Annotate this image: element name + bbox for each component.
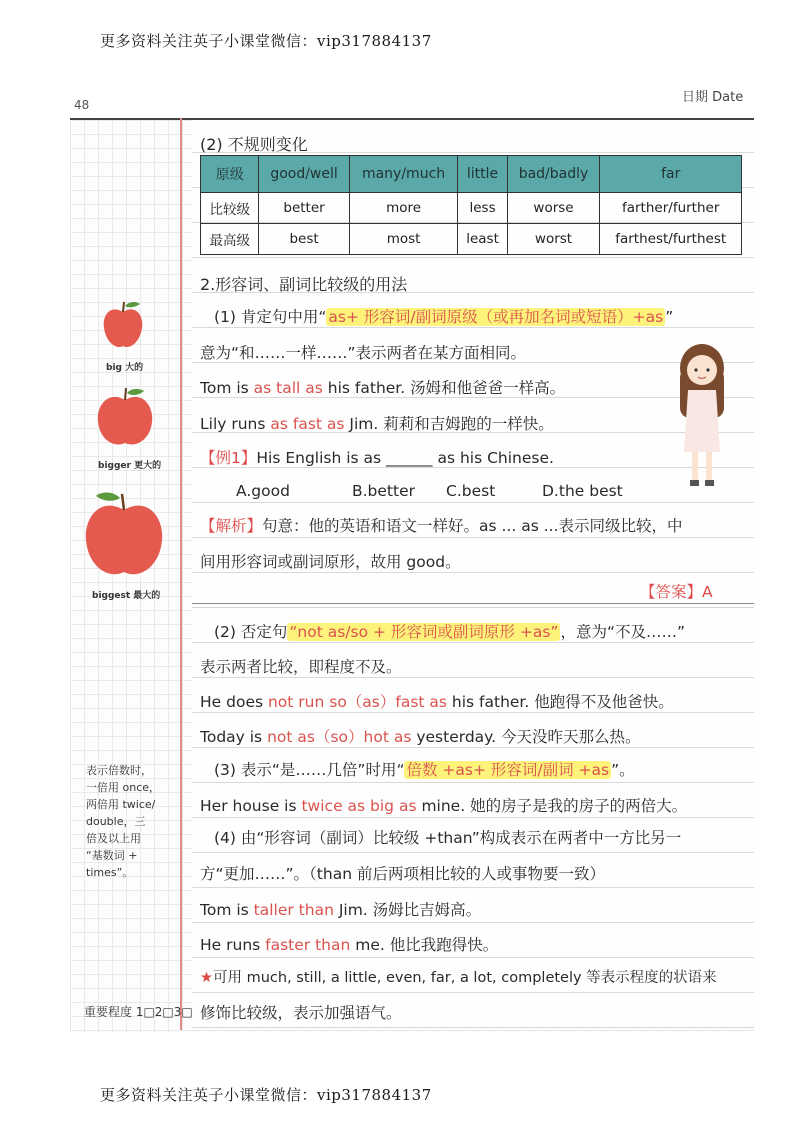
sentence-part: his father. 汤姆和他爸爸一样高。 <box>322 379 566 397</box>
table-cell: best <box>259 224 349 255</box>
rule-1-suffix: ” <box>665 308 674 326</box>
note-line: 倍及以上用 <box>86 832 141 845</box>
table-cell: worse <box>507 193 600 224</box>
example-sentence-1 <box>200 376 565 398</box>
note-line: 一倍用 once， <box>86 781 161 794</box>
table-header-row <box>201 156 742 193</box>
apple-label-biggest: biggest 最大的 <box>92 591 161 601</box>
rule-3-formula: 倍数 +as+ 形容词/副词 +as <box>406 761 610 779</box>
sentence-keyword: as fast as <box>270 415 345 433</box>
sentence-keyword: not as（so）hot as <box>267 728 412 746</box>
example-question-text: His English is as ______ as his Chinese. <box>256 449 554 467</box>
table-cell: worst <box>507 224 600 255</box>
analysis-line-1 <box>200 514 683 536</box>
importance-rating: 重要程度 1□2□3□ <box>84 1005 193 1019</box>
sentence-part: Jim. 莉莉和吉姆跑的一样快。 <box>344 415 554 433</box>
example-sentence-2 <box>200 412 554 434</box>
option-d: D.the best <box>542 482 623 500</box>
example-sentence-6 <box>200 898 481 920</box>
note-line: “基数词 + <box>86 849 138 862</box>
table-cell: farther/further <box>600 193 742 224</box>
rule-3-suffix: ”。 <box>611 761 635 779</box>
table-cell: 最高级 <box>201 224 259 255</box>
table-cell: better <box>259 193 349 224</box>
rule-1-meaning: 意为“和……一样……”表示两者在某方面相同。 <box>200 344 527 362</box>
rule-4-line-1: (4) 由“形容词（副词）比较级 +than”构成表示在两者中一方比另一 <box>214 829 682 847</box>
note-line: 两倍用 twice/ <box>86 798 156 811</box>
sentence-part: me. 他比我跑得快。 <box>350 936 499 954</box>
rule-1-formula: as+ 形容词/副词原级（或再加名词或短语）+as <box>328 308 664 326</box>
table-cell: most <box>349 224 458 255</box>
example-sentence-7 <box>200 933 498 955</box>
page-number: 48 <box>74 98 90 112</box>
irregular-forms-table <box>200 155 742 255</box>
apple-label-big: big 大的 <box>106 363 144 373</box>
analysis-text: 句意：他的英语和语文一样好。as ... as ...表示同级比较，中 <box>262 517 683 535</box>
sentence-part: his father. 他跑得不及他爸快。 <box>446 693 674 711</box>
sentence-part: He runs <box>200 936 266 954</box>
analysis-tag: 【解析】 <box>200 517 263 535</box>
margin-line <box>180 118 182 1030</box>
option-a: A.good <box>236 482 290 500</box>
sentence-keyword: taller than <box>253 901 334 919</box>
example-sentence-3 <box>200 690 674 712</box>
table-cell: many/much <box>349 156 458 193</box>
section-divider <box>192 603 754 604</box>
tip-line-2: 修饰比较级，表示加强语气。 <box>200 1004 402 1022</box>
rule-4-line-2: 方“更加……”。（than 前后两项相比较的人或事物要一致） <box>200 865 605 883</box>
rule-3-prefix: (3) 表示“是……几倍”时用“ <box>214 761 405 779</box>
table-cell: far <box>600 156 742 193</box>
tip-text: 可用 much, still, a little, even, far, a lot, completely 等表示程度的状语来 <box>213 970 717 986</box>
apple-label-bigger: bigger 更大的 <box>98 461 162 471</box>
sentence-part: Lily runs <box>200 415 271 433</box>
analysis-line-2: 间用形容词或副词原形，故用 good。 <box>200 553 461 571</box>
small-apple-icon <box>100 300 146 352</box>
star-icon: ★ <box>200 970 213 986</box>
sentence-part: Today is <box>200 728 268 746</box>
sentence-part: Tom is <box>200 901 254 919</box>
lined-content-area <box>192 120 754 1030</box>
sentence-keyword: twice as big as <box>301 797 417 815</box>
usage-title: 2.形容词、副词比较级的用法 <box>200 275 408 294</box>
medium-apple-icon <box>94 386 156 450</box>
note-line: times”。 <box>86 866 134 879</box>
table-cell: little <box>458 156 507 193</box>
table-cell: more <box>349 193 458 224</box>
answer: 【答案】A <box>640 583 713 601</box>
bottom-watermark: 更多资料关注英子小课堂微信：vip317884137 <box>100 1086 432 1104</box>
rule-2-meaning: 表示两者比较，即程度不及。 <box>200 658 402 676</box>
rule-2-suffix: ，意为“不及……” <box>560 623 686 641</box>
rule-2 <box>214 620 685 642</box>
option-b: B.better <box>352 482 415 500</box>
example-question <box>200 446 554 468</box>
table-cell: 原级 <box>201 156 259 193</box>
example-tag: 【例1】 <box>200 449 257 467</box>
sentence-keyword: as tall as <box>253 379 323 397</box>
rule-2-prefix: (2) 否定句 <box>214 623 288 641</box>
sidebar-note <box>86 762 186 881</box>
sentence-keyword: not run so（as）fast as <box>267 693 447 711</box>
rule-3 <box>214 758 635 780</box>
option-c: C.best <box>446 482 496 500</box>
sentence-part: yesterday. 今天没昨天那么热。 <box>411 728 641 746</box>
table-row <box>201 193 742 224</box>
sentence-part: He does <box>200 693 268 711</box>
table-cell: good/well <box>259 156 349 193</box>
sentence-keyword: faster than <box>265 936 351 954</box>
rule-1-prefix: (1) 肯定句中用“ <box>214 308 327 326</box>
sentence-part: Her house is <box>200 797 302 815</box>
example-sentence-5 <box>200 794 687 816</box>
rule-1 <box>214 305 673 327</box>
table-cell: less <box>458 193 507 224</box>
example-sentence-4 <box>200 725 641 747</box>
irregular-title: (2) 不规则变化 <box>200 135 308 154</box>
note-line: 表示倍数时， <box>86 764 152 777</box>
table-cell: bad/badly <box>507 156 600 193</box>
table-cell: 比较级 <box>201 193 259 224</box>
date-label: 日期 Date <box>682 90 744 105</box>
large-apple-icon <box>82 490 166 582</box>
sentence-part: Jim. 汤姆比吉姆高。 <box>333 901 482 919</box>
top-watermark: 更多资料关注英子小课堂微信：vip317884137 <box>100 32 432 50</box>
table-row <box>201 224 742 255</box>
table-cell: least <box>458 224 507 255</box>
sentence-part: mine. 她的房子是我的房子的两倍大。 <box>416 797 688 815</box>
girl-illustration <box>674 342 730 492</box>
note-line: double，三 <box>86 815 146 828</box>
tip-line-1 <box>200 966 717 987</box>
sentence-part: Tom is <box>200 379 254 397</box>
rule-2-formula: “not as/so + 形容词或副词原形 +as” <box>289 623 559 641</box>
table-cell: farthest/furthest <box>600 224 742 255</box>
